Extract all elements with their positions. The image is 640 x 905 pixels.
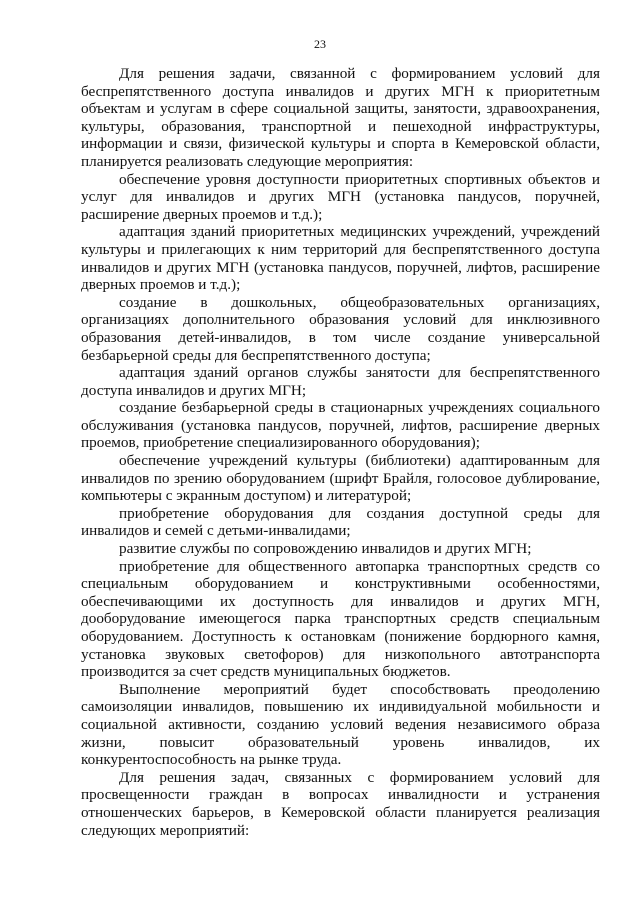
paragraph-awareness: Для решения задач, связанных с формированием условий для просвещенности граждан в вопросах инвалидности и устранения отношенческих барьеров, в Кемеровской области планируется реализация следующих мероприятий: (81, 768, 600, 839)
list-item-social-service: создание безбарьерной среды в стационарных учреждениях социального обслуживания (установка пандусов, поручней, лифтов, расширение дверных проемов, приобретение специализированного оборудования); (81, 399, 600, 452)
page-number: 23 (314, 37, 326, 51)
list-item-escort-service: развитие службы по сопровождению инвалидов и других МГН; (119, 540, 532, 558)
paragraph-intro: Для решения задачи, связанной с формированием условий для беспрепятственного доступа инвалидов и других МГН к приоритетным объектам и услугам в сфере социальной защиты, занятости, здравоохранения, культуры, образования, транспортной и пешеходной инфраструктуры, информации и связи, физической культуры и спорта в Кемеровской области, планируется реализовать следующие мероприятия: (81, 65, 600, 170)
list-item-medical: адаптация зданий приоритетных медицинских учреждений, учреждений культуры и прилегающих к ним территорий для беспрепятственного доступа инвалидов и других МГН (установка пандусов, поручней, лифтов, расширение дверных проемов и т.д.); (81, 223, 600, 294)
list-item-transport: приобретение для общественного автопарка транспортных средств со специальным оборудованием и конструктивными особенностями, обеспечивающими их доступность для инвалидов и других МГН, дооборудование имеющегося парка транспортных средств специальным оборудованием. Доступность к остановкам (понижение бордюрного камня, установка звуковых светофоров) для низкопольного автотранспорта производится за счет средств муниципальных бюджетов. (81, 557, 600, 681)
list-item-employment: адаптация зданий органов службы занятости для беспрепятственного доступа инвалидов и других МГН; (81, 364, 600, 399)
list-item-education: создание в дошкольных, общеобразовательных организациях, организациях дополнительного образования условий для инклюзивного образования детей-инвалидов, в том числе создание универсальной безбарьерной среды для беспрепятственного доступа; (81, 293, 600, 364)
list-item-libraries: обеспечение учреждений культуры (библиотеки) адаптированным для инвалидов по зрению оборудованием (шрифт Брайля, голосовое дублирование, компьютеры с экранным доступом) и литературой; (81, 452, 600, 505)
list-item-equipment: приобретение оборудования для создания доступной среды для инвалидов и семей с детьми-инвалидами; (81, 504, 600, 540)
list-item-sports: обеспечение уровня доступности приоритетных спортивных объектов и услуг для инвалидов и других МГН (установка пандусов, поручней, расширение дверных проемов и т.д.); (81, 170, 600, 223)
paragraph-outcomes: Выполнение мероприятий будет способствовать преодолению самоизоляции инвалидов, повышению их индивидуальной мобильности и социальной активности, созданию условий ведения независимого образа жизни, повысит образовательный уровень инвалидов, их конкурентоспособность на рынке труда. (81, 680, 600, 769)
body-text (81, 65, 600, 839)
